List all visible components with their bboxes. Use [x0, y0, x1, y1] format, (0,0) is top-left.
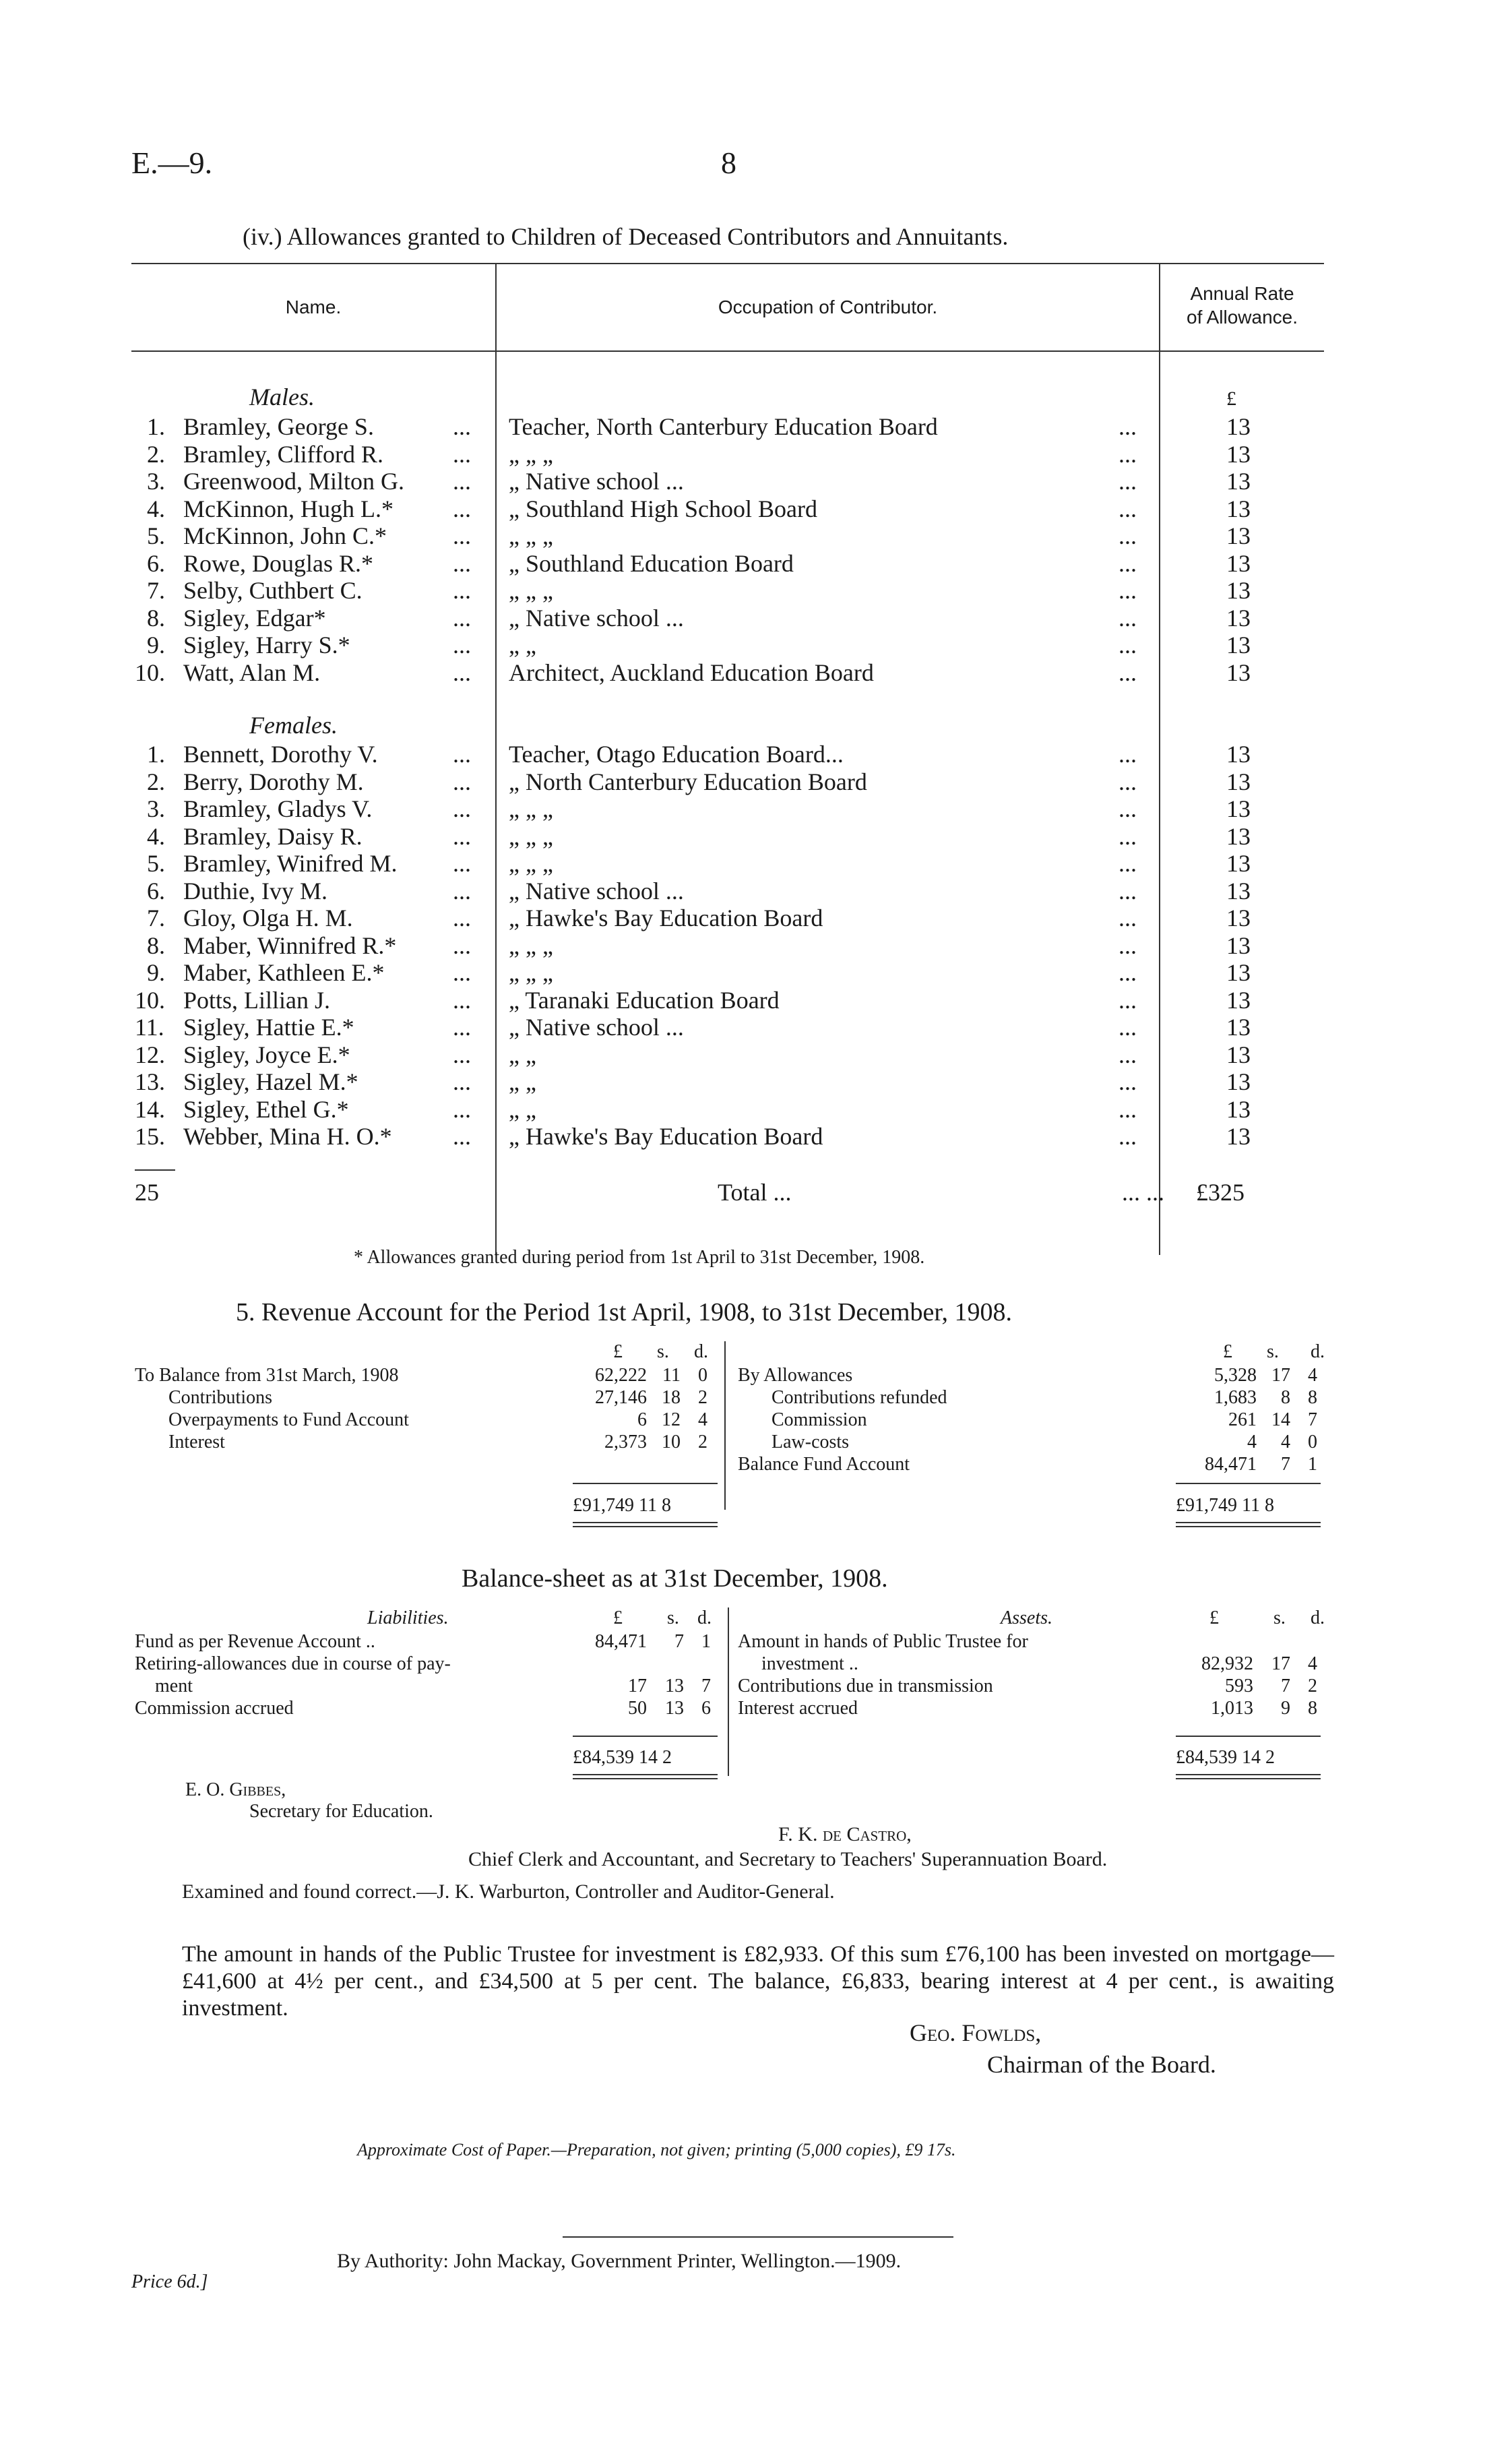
liability-pounds: 17	[628, 1676, 647, 1696]
row-rate: 13	[1226, 632, 1251, 658]
asset-shillings: 7	[1281, 1676, 1290, 1696]
header-pounds: £	[613, 1607, 623, 1628]
row-number: 8.	[147, 932, 165, 959]
revenue-right-pounds: 84,471	[1205, 1454, 1257, 1475]
liability-pence: 6	[701, 1698, 711, 1719]
row-leader: ...	[1119, 878, 1137, 905]
row-occupation: „ Hawke's Bay Education Board	[509, 1123, 823, 1150]
row-name: Bramley, Clifford R.	[183, 441, 383, 468]
row-rate: 13	[1226, 987, 1251, 1014]
row-leader: ...	[1119, 905, 1137, 931]
row-number: 9.	[147, 632, 165, 658]
count-rule	[135, 1169, 175, 1171]
row-rate: 13	[1226, 768, 1251, 795]
header-pounds: £	[1209, 1607, 1219, 1628]
row-name: Bennett, Dorothy V.	[183, 741, 378, 768]
fowlds-name: Geo. Fowlds,	[910, 2019, 1042, 2046]
row-occupation: „ „ „	[509, 850, 553, 877]
row-leader: ...	[1119, 550, 1137, 577]
row-leader: ...	[1119, 1096, 1137, 1123]
row-occupation: „ Southland High School Board	[509, 495, 817, 522]
page-number: 8	[721, 146, 736, 180]
row-name: Watt, Alan M.	[183, 659, 321, 686]
row-name: Bramley, Gladys V.	[183, 795, 373, 822]
total-count: 25	[135, 1179, 159, 1206]
row-leader: ...	[1119, 795, 1137, 822]
row-leader: ...	[453, 468, 471, 495]
row-name: Sigley, Hattie E.*	[183, 1014, 354, 1041]
revenue-left-label: Interest	[168, 1432, 225, 1452]
row-rate: 13	[1226, 441, 1251, 468]
row-leader: ...	[1119, 768, 1137, 795]
revenue-title: 5. Revenue Account for the Period 1st April, 1908, to 31st December, 1908.	[236, 1298, 1012, 1326]
row-rate: 13	[1226, 550, 1251, 577]
table-top-rule	[131, 263, 1324, 264]
castro-title: Chief Clerk and Accountant, and Secretary to Teachers' Superannuation Board.	[468, 1848, 1108, 1870]
sum-rule	[573, 1736, 718, 1737]
header-shillings: s.	[1267, 1341, 1279, 1362]
revenue-right-shillings: 17	[1271, 1365, 1290, 1386]
row-occupation: „ North Canterbury Education Board	[509, 768, 867, 795]
row-name: Sigley, Hazel M.*	[183, 1068, 358, 1095]
row-occupation: „ „ „	[509, 522, 553, 549]
row-name: Sigley, Harry S.*	[183, 632, 350, 658]
authority-line: By Authority: John Mackay, Government Printer, Wellington.—1909.	[337, 2250, 902, 2272]
liability-pounds: 84,471	[595, 1631, 647, 1652]
sum-rule	[1176, 1483, 1321, 1484]
row-rate: 13	[1226, 905, 1251, 931]
females-label: Females.	[249, 712, 338, 739]
row-name: McKinnon, Hugh L.*	[183, 495, 393, 522]
row-leader: ...	[453, 495, 471, 522]
header-pence: d.	[697, 1607, 712, 1628]
liability-pence: 1	[701, 1631, 711, 1652]
row-rate: 13	[1226, 1123, 1251, 1150]
row-leader: ...	[1119, 577, 1137, 604]
row-rate: 13	[1226, 605, 1251, 632]
revenue-right-pounds: 261	[1228, 1409, 1257, 1430]
revenue-right-pounds: 5,328	[1214, 1365, 1257, 1386]
row-name: Bramley, Winifred M.	[183, 850, 398, 877]
row-leader: ...	[453, 577, 471, 604]
row-number: 5.	[147, 522, 165, 549]
revenue-right-shillings: 14	[1271, 1409, 1290, 1430]
authority-rule	[563, 2236, 953, 2238]
revenue-divider	[724, 1341, 726, 1510]
row-occupation: „ „ „	[509, 932, 553, 959]
row-rate: 13	[1226, 468, 1251, 495]
row-name: Bramley, Daisy R.	[183, 823, 363, 850]
row-leader: ...	[1119, 413, 1137, 440]
row-leader: ...	[453, 768, 471, 795]
row-leader: ...	[1119, 659, 1137, 686]
row-leader: ...	[453, 1068, 471, 1095]
col-name-header: Name.	[285, 297, 342, 317]
row-rate: 13	[1226, 959, 1251, 986]
row-name: Rowe, Douglas R.*	[183, 550, 373, 577]
row-name: Selby, Cuthbert C.	[183, 577, 363, 604]
row-occupation: „ „ „	[509, 577, 553, 604]
castro-name: F. K. de Castro,	[778, 1823, 912, 1845]
row-number: 4.	[147, 823, 165, 850]
revenue-right-total: £91,749 11 8	[1176, 1495, 1274, 1516]
row-number: 9.	[147, 959, 165, 986]
header-shillings: s.	[1273, 1607, 1286, 1628]
row-occupation: „ Native school ...	[509, 878, 684, 905]
revenue-left-label: Overpayments to Fund Account	[168, 1409, 409, 1430]
revenue-right-pence: 8	[1308, 1387, 1317, 1408]
row-leader: ...	[453, 1123, 471, 1150]
row-number: 11.	[135, 1014, 164, 1041]
row-leader: ...	[1119, 632, 1137, 658]
row-leader: ...	[453, 659, 471, 686]
row-number: 15.	[135, 1123, 165, 1150]
revenue-right-shillings: 8	[1281, 1387, 1290, 1408]
row-rate: 13	[1226, 413, 1251, 440]
asset-label: Interest accrued	[738, 1698, 858, 1719]
revenue-left-shillings: 12	[662, 1409, 681, 1430]
row-rate: 13	[1226, 495, 1251, 522]
row-name: Greenwood, Milton G.	[183, 468, 404, 495]
row-leader: ...	[453, 741, 471, 768]
row-rate: 13	[1226, 1014, 1251, 1041]
col-occupation-header: Occupation of Contributor.	[718, 297, 938, 317]
row-number: 1.	[147, 741, 165, 768]
row-name: Maber, Winnifred R.*	[183, 932, 397, 959]
cost-note: Approximate Cost of Paper.—Preparation, not given; printing (5,000 copies), £9 17s.	[357, 2140, 956, 2159]
row-number: 3.	[147, 468, 165, 495]
row-leader: ...	[453, 522, 471, 549]
revenue-right-pence: 0	[1308, 1432, 1317, 1452]
row-leader: ...	[1119, 1014, 1137, 1041]
row-leader: ...	[453, 878, 471, 905]
asset-pence: 8	[1308, 1698, 1317, 1719]
row-occupation: „ Taranaki Education Board	[509, 987, 780, 1014]
row-occupation: „ Hawke's Bay Education Board	[509, 905, 823, 931]
males-label: Males.	[249, 384, 315, 410]
row-leader: ...	[453, 987, 471, 1014]
row-leader: ...	[1119, 1123, 1137, 1150]
row-leader: ...	[1119, 605, 1137, 632]
row-rate: 13	[1226, 795, 1251, 822]
revenue-right-label: By Allowances	[738, 1365, 853, 1386]
row-number: 12.	[135, 1041, 165, 1068]
row-occupation: „ „ „	[509, 441, 553, 468]
row-rate: 13	[1226, 932, 1251, 959]
row-rate: 13	[1226, 659, 1251, 686]
revenue-right-pence: 1	[1308, 1454, 1317, 1475]
gibbes-name: E. O. Gibbes,	[185, 1779, 286, 1800]
row-leader: ...	[453, 605, 471, 632]
row-occupation: Teacher, North Canterbury Education Board	[509, 413, 938, 440]
row-number: 7.	[147, 577, 165, 604]
revenue-left-shillings: 18	[662, 1387, 681, 1408]
row-leader: ...	[453, 905, 471, 931]
liabilities-header: Liabilities.	[367, 1607, 449, 1628]
row-name: Webber, Mina H. O.*	[183, 1123, 392, 1150]
row-leader: ...	[453, 795, 471, 822]
row-name: Potts, Lillian J.	[183, 987, 331, 1014]
row-rate: 13	[1226, 1041, 1251, 1068]
fowlds-title: Chairman of the Board.	[987, 2051, 1216, 2078]
row-leader: ...	[453, 1096, 471, 1123]
row-number: 2.	[147, 768, 165, 795]
section-title: (iv.) Allowances granted to Children of Deceased Contributors and Annuitants.	[243, 223, 1009, 250]
row-number: 13.	[135, 1068, 165, 1095]
row-leader: ...	[1119, 468, 1137, 495]
row-leader: ...	[453, 932, 471, 959]
row-number: 8.	[147, 605, 165, 632]
row-rate: 13	[1226, 577, 1251, 604]
assets-total: £84,539 14 2	[1176, 1747, 1275, 1768]
row-number: 10.	[135, 987, 165, 1014]
row-rate: 13	[1226, 522, 1251, 549]
row-name: Sigley, Edgar*	[183, 605, 326, 632]
gibbes-title: Secretary for Education.	[249, 1801, 433, 1822]
row-name: Duthie, Ivy M.	[183, 878, 327, 905]
row-occupation: „ Native school ...	[509, 1014, 684, 1041]
double-rule	[1176, 1774, 1321, 1775]
row-name: Gloy, Olga H. M.	[183, 905, 353, 931]
row-occupation: „ „	[509, 1068, 536, 1095]
sum-rule	[1176, 1736, 1321, 1737]
balance-title: Balance-sheet as at 31st December, 1908.	[462, 1564, 888, 1593]
row-rate: 13	[1226, 1096, 1251, 1123]
revenue-right-label: Law-costs	[771, 1432, 850, 1452]
closing-paragraph: The amount in hands of the Public Trustee for investment is £82,933. Of this sum £76,100 has been invested on mortgage—£41,600 at 4½ per cent., and £34,500 at 5 per cent. The balance, £6,833, bearing interest at 4 per cent., is awaiting investment.	[182, 1942, 1334, 2021]
balance-divider	[728, 1607, 729, 1776]
row-occupation: „ „	[509, 1096, 536, 1123]
double-rule	[573, 1778, 718, 1779]
revenue-left-total: £91,749 11 8	[573, 1495, 671, 1516]
row-number: 10.	[135, 659, 165, 686]
row-leader: ...	[1119, 441, 1137, 468]
revenue-right-shillings: 4	[1281, 1432, 1290, 1452]
footnote: * Allowances granted during period from 1st April to 31st December, 1908.	[354, 1247, 925, 1268]
row-number: 7.	[147, 905, 165, 931]
asset-shillings: 17	[1271, 1653, 1290, 1674]
revenue-left-shillings: 11	[662, 1365, 681, 1386]
row-leader: ...	[453, 632, 471, 658]
row-number: 3.	[147, 795, 165, 822]
row-leader: ...	[1119, 1041, 1137, 1068]
row-rate: 13	[1226, 850, 1251, 877]
row-occupation: „ Native school ...	[509, 468, 684, 495]
row-leader: ...	[453, 1014, 471, 1041]
document-ref: E.—9.	[131, 146, 213, 180]
asset-label: investment ..	[761, 1653, 858, 1674]
liability-label: Retiring-allowances due in course of pay-	[135, 1653, 451, 1674]
row-leader: ...	[453, 413, 471, 440]
row-leader: ...	[453, 823, 471, 850]
row-leader: ...	[453, 850, 471, 877]
revenue-right-label: Balance Fund Account	[738, 1454, 910, 1475]
revenue-right-shillings: 7	[1281, 1454, 1290, 1475]
sum-rule	[573, 1483, 718, 1484]
row-name: Sigley, Joyce E.*	[183, 1041, 350, 1068]
row-occupation: „ „ „	[509, 795, 553, 822]
double-rule	[1176, 1526, 1321, 1527]
row-name: Berry, Dorothy M.	[183, 768, 364, 795]
row-leader: ...	[1119, 823, 1137, 850]
row-rate: 13	[1226, 823, 1251, 850]
revenue-left-pounds: 2,373	[604, 1432, 647, 1452]
row-leader: ...	[453, 959, 471, 986]
row-occupation: „ Southland Education Board	[509, 550, 794, 577]
revenue-right-pence: 7	[1308, 1409, 1317, 1430]
total-value: £325	[1196, 1179, 1245, 1206]
row-leader: ...	[1119, 932, 1137, 959]
row-leader: ...	[453, 1041, 471, 1068]
row-rate: 13	[1226, 878, 1251, 905]
liability-shillings: 13	[665, 1698, 684, 1719]
double-rule	[1176, 1522, 1321, 1523]
header-shillings: s.	[667, 1607, 679, 1628]
row-leader: ...	[1119, 959, 1137, 986]
col-rate-header-2: of Allowance.	[1187, 307, 1298, 328]
header-shillings: s.	[657, 1341, 669, 1362]
revenue-right-label: Commission	[771, 1409, 867, 1430]
assets-header: Assets.	[1001, 1607, 1052, 1628]
row-number: 6.	[147, 878, 165, 905]
row-leader: ...	[453, 441, 471, 468]
row-occupation: Teacher, Otago Education Board...	[509, 741, 844, 768]
liability-pounds: 50	[628, 1698, 647, 1719]
header-pence: d.	[694, 1341, 708, 1362]
row-number: 14.	[135, 1096, 165, 1123]
asset-label: Amount in hands of Public Trustee for	[738, 1631, 1028, 1652]
liability-label: ment	[155, 1676, 193, 1696]
row-occupation: „ „	[509, 1041, 536, 1068]
row-rate: 13	[1226, 741, 1251, 768]
revenue-right-pounds: 1,683	[1214, 1387, 1257, 1408]
row-occupation: „ Native school ...	[509, 605, 684, 632]
total-dots: ... ...	[1122, 1179, 1164, 1206]
row-name: Maber, Kathleen E.*	[183, 959, 385, 986]
revenue-left-pounds: 6	[637, 1409, 647, 1430]
double-rule	[573, 1526, 718, 1527]
revenue-right-label: Contributions refunded	[771, 1387, 947, 1408]
asset-pence: 2	[1308, 1676, 1317, 1696]
row-name: Bramley, George S.	[183, 413, 374, 440]
asset-label: Contributions due in transmission	[738, 1676, 993, 1696]
revenue-left-shillings: 10	[662, 1432, 681, 1452]
row-leader: ...	[1119, 1068, 1137, 1095]
row-rate: 13	[1226, 1068, 1251, 1095]
examined-note: Examined and found correct.—J. K. Warburton, Controller and Auditor-General.	[182, 1880, 835, 1903]
row-number: 6.	[147, 550, 165, 577]
row-occupation: „ „	[509, 632, 536, 658]
asset-pounds: 1,013	[1211, 1698, 1253, 1719]
row-leader: ...	[1119, 850, 1137, 877]
header-pounds: £	[613, 1341, 623, 1362]
row-number: 2.	[147, 441, 165, 468]
revenue-left-label: To Balance from 31st March, 1908	[135, 1365, 399, 1386]
row-name: McKinnon, John C.*	[183, 522, 387, 549]
row-leader: ...	[1119, 741, 1137, 768]
revenue-left-pence: 4	[698, 1409, 707, 1430]
total-label: Total ...	[718, 1179, 792, 1206]
row-occupation: Architect, Auckland Education Board	[509, 659, 874, 686]
revenue-left-pounds: 27,146	[595, 1387, 647, 1408]
liability-label: Fund as per Revenue Account ..	[135, 1631, 375, 1652]
asset-pence: 4	[1308, 1653, 1317, 1674]
revenue-left-pence: 2	[698, 1387, 707, 1408]
row-leader: ...	[1119, 987, 1137, 1014]
row-leader: ...	[453, 550, 471, 577]
col-divider-2	[1159, 264, 1160, 1255]
double-rule	[573, 1522, 718, 1523]
row-name: Sigley, Ethel G.*	[183, 1096, 349, 1123]
table-header-rule	[131, 350, 1324, 352]
liability-shillings: 13	[665, 1676, 684, 1696]
col-divider-1	[495, 264, 497, 1255]
row-occupation: „ „ „	[509, 823, 553, 850]
row-leader: ...	[1119, 495, 1137, 522]
liabilities-total: £84,539 14 2	[573, 1747, 672, 1768]
row-number: 5.	[147, 850, 165, 877]
revenue-left-pence: 0	[698, 1365, 707, 1386]
liability-shillings: 7	[674, 1631, 684, 1652]
revenue-left-pence: 2	[698, 1432, 707, 1452]
asset-pounds: 593	[1225, 1676, 1253, 1696]
header-pence: d.	[1311, 1341, 1325, 1362]
asset-pounds: 82,932	[1201, 1653, 1253, 1674]
double-rule	[573, 1774, 718, 1775]
row-occupation: „ „ „	[509, 959, 553, 986]
double-rule	[1176, 1778, 1321, 1779]
asset-shillings: 9	[1281, 1698, 1290, 1719]
header-pounds: £	[1223, 1341, 1232, 1362]
row-number: 4.	[147, 495, 165, 522]
price: Price 6d.]	[131, 2271, 208, 2292]
header-pence: d.	[1311, 1607, 1325, 1628]
row-leader: ...	[1119, 522, 1137, 549]
row-number: 1.	[147, 413, 165, 440]
revenue-right-pence: 4	[1308, 1365, 1317, 1386]
revenue-right-pounds: 4	[1247, 1432, 1257, 1452]
liability-pence: 7	[701, 1676, 711, 1696]
col-rate-header-1: Annual Rate	[1190, 283, 1294, 304]
currency-symbol: £	[1226, 388, 1236, 410]
liability-label: Commission accrued	[135, 1698, 294, 1719]
revenue-left-pounds: 62,222	[595, 1365, 647, 1386]
revenue-left-label: Contributions	[168, 1387, 273, 1408]
